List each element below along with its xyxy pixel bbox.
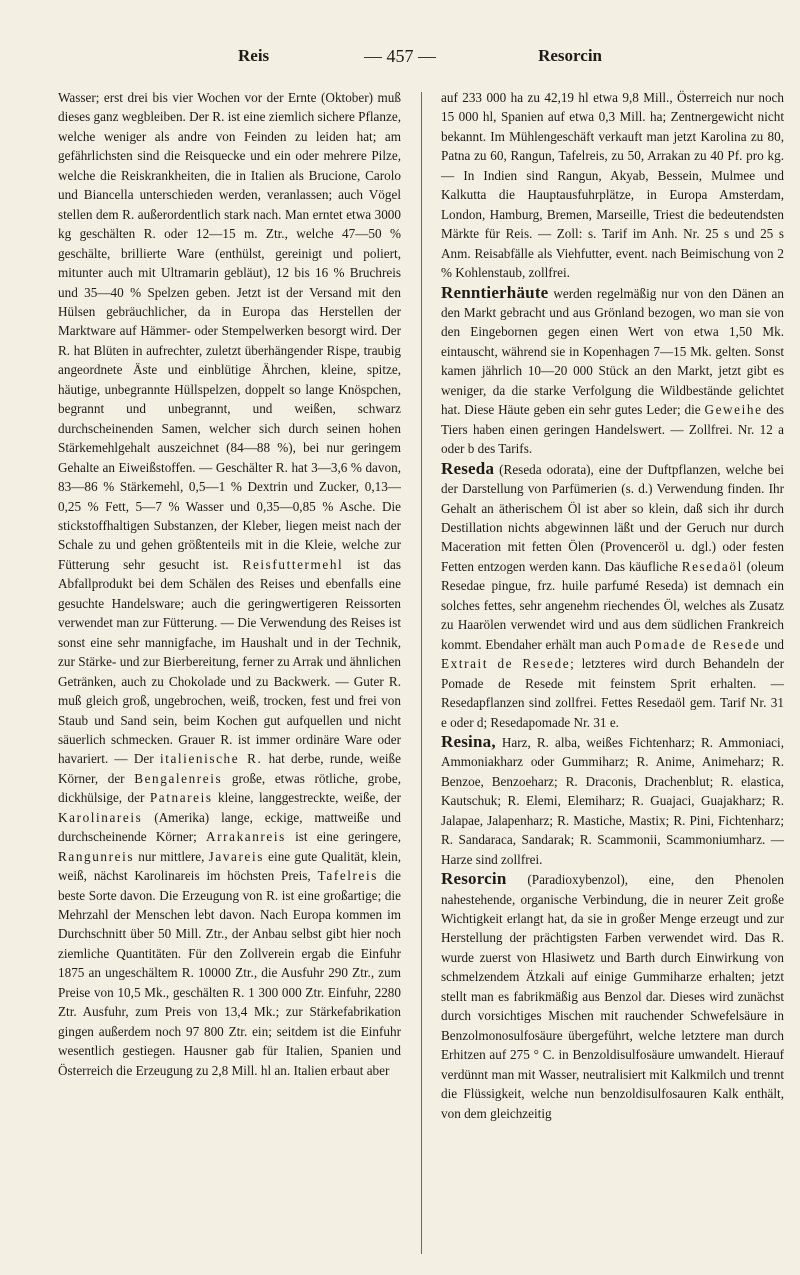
header-right-catchword: Resorcin xyxy=(538,46,602,65)
paragraph-text: des Tiers haben einen geringen Handelswert. — Zollfrei. Nr. 12 a oder b des Tarifs. xyxy=(441,402,784,457)
paragraph-text: kleine, langgestreckte, weiße, der xyxy=(212,790,401,806)
paragraph-text: eine gute Qualität, klein, weiß, nächst Karolinareis im höchsten Preis, xyxy=(58,848,401,884)
term-pomade-de-resede: Pomade de Resede xyxy=(634,636,761,652)
paragraph-text: werden regelmäßig nur von den Dänen an den Markt gebracht und aus Grönland bezogen, wo man sie von den Eingebornen gegen einen Wert von etwa 1,50 Mk. eintauscht, während sie in Kopenhagen 7—15 Mk. gelten. Sonst kamen jährlich 10—20 000 Stück an den Markt, jetzt gibt es weniger, da die starke Verfolgung die Wildbestände gelichtet hat. Diese Häute geben ein sehr gutes Leder; die xyxy=(441,285,784,418)
entry-reis-end xyxy=(441,88,784,283)
header-left-catchword: Reis xyxy=(238,46,270,65)
term-tafelreis: Tafelreis xyxy=(317,868,378,884)
paragraph-text: (oleum Resedae pingue, frz. huile parfumé Reseda) ist demnach ein solches fettes, sehr angenehm riechendes Öl, welches als Zusatz zu Haarölen verwendet wird und aus dem südlichen Frankreich kommt. Ebendaher erhält man auch xyxy=(441,558,784,652)
headword-resina: Resina, xyxy=(441,731,496,751)
paragraph-text: (Reseda odorata), eine der Duftpflanzen, welche bei der Darstellung von Parfümerien (s. d.) Verwendung finden. Ihr Gehalt an ätherischem Öl ist aber so klein, daß sich ihr durch Destillation nichts abgewinnen läßt und der Geruch nur durch Maceration mit fetten Ölen (Provenceröl u. dgl.) oder festen Fetten entzogen werden kann. Das käufliche xyxy=(441,461,784,574)
paragraph-text: hat derbe, runde, weiße Körner, der xyxy=(58,751,401,786)
text-columns xyxy=(58,88,784,1258)
paragraph-text: (Paradioxybenzol), eine, den Phenolen nahestehende, organische Verbindung, die in neurer Zeit große Wichtigkeit erlangt hat, da sie in großer Menge erzeugt und zur Herstellung der prächtigsten Farben verwendet wird. Das R. wurde zuerst von Hlasiwetz und Barth durch Einwirkung von schmelzendem Ätzkali auf einige Gummiharze erhalten; jetzt stellt man es fabrikmäßig aus Benzol dar. Dieses wird zunächst durch vorsichtiges Mischen mit rauchender Schwefelsäure in Benzolmonosulfosäure übergeführt, welche letztere man durch Erhitzen auf 275 ° C. in Benzoldisulfosäure umwandelt. Hierauf verdünnt man mit Wasser, neutralisiert mit Kalkmilch und trennt die Flüssigkeit, welche nun benzoldisulfosauren Kalk enthält, von dem gleichzeitig xyxy=(441,872,784,1121)
right-column xyxy=(441,88,784,1258)
paragraph-text: auf 233 000 ha zu 42,19 hl etwa 9,8 Mill., Österreich nur noch 15 000 hl, Spanien auf etwa 0,3 Mill. ha; Zentnergewicht nicht bekannt. Im Mühlengeschäft verkauft man jetzt Karolina zu 80, Patna zu 60, Rangun, Tafelreis, zu 50, Arrakan zu 40 Pf. pro kg. — In Indien sind Rangun, Akyab, Bessein, Mulmee und Kalkutta die Hauptausfuhrplätze, in Europa Amsterdam, London, Hamburg, Bremen, Marseille, Triest die bedeutendsten Märkte für Reis. — Zoll: s. Tarif im Anh. Nr. 25 s und 25 s Anm. Reisabfälle als Viehfutter, event. nach Beimischung von 2 % Kohlenstaub, zollfrei. xyxy=(441,90,784,281)
paragraph-text: die beste Sorte davon. Die Erzeugung von R. ist eine großartige; die Mehrzahl der Menschen lebt davon. Nach Europa kommen im Durchschnitt über 50 Mill. Ztr., der Anbau selbst gibt hier noch ziemliche Quantitäten. Für den Zollverein ergab die Einfuhr 1875 an ungeschältem R. 10000 Ztr., die Ausfuhr 290 Ztr., zum Preise von 10,5 Mk., geschälten R. 1 300 000 Ztr. Einfuhr, 2280 Ztr. Ausfuhr, zum Preis von 13,4 Mk.; zur Stärkefabrikation gingen außerdem noch 97 800 Ztr. ein; seitdem ist die Einfuhr wesentlich gestiegen. Hausner gab für Italien, Spanien und Österreich die Erzeugung zu 2,8 Mill. hl an. Italien erbaut aber xyxy=(58,868,401,1078)
entry-reis-continued xyxy=(58,88,401,1080)
paragraph-text: ist das Abfallprodukt bei dem Schälen des Reises und ebenfalls eine gesuchte Handelsware; auch die geringwertigeren Reissorten verwendet man zur Fütterung. — Die Verwendung des Reises ist sonst eine sehr mannigfache, im Haushalt und in der Technik, zur Stärke- und zur Bierbereitung, ferner zu Arrak und ähnlichen Getränken, auch zu Chokolade und zu Backwerk. — Guter R. muß gleich groß, ungebrochen, weiß, trocken, fest und frei von Staub und Sand sein, beim Kochen gut aufquellen und nicht säuerlich schmecken. Grauer R. ist immer ordinäre Ware oder havariert. — Der xyxy=(58,556,401,767)
paragraph-text: nur mittlere, xyxy=(134,848,209,864)
page-number: — 457 — xyxy=(364,46,436,66)
column-divider xyxy=(421,92,422,1254)
headword-reseda: Reseda xyxy=(441,458,495,478)
headword-renntierhaeute: Renntierhäute xyxy=(441,282,549,302)
term-patnareis: Patnareis xyxy=(149,790,213,806)
term-rangunreis: Rangunreis xyxy=(58,848,135,864)
paragraph-text: (Amerika) lange, eckige, mattweiße und durchscheinende Körner; xyxy=(58,809,401,845)
left-column xyxy=(58,88,401,1258)
term-geweihe: Geweihe xyxy=(704,402,763,418)
paragraph-text: große, etwas rötliche, grobe, dickhülsige, der xyxy=(58,770,401,806)
paragraph-text: ; letzteres wird durch Behandeln der Pomade de Resede mit feinstem Sprit erhalten. — Resedapflanzen sind zollfrei. Fettes Resedaöl gem. Tarif Nr. 31 e oder d; Resedapomade Nr. 31 e. xyxy=(441,656,784,730)
entry-resorcin xyxy=(441,869,784,1123)
term-resedaoel: Resedaöl xyxy=(681,558,743,574)
entry-reseda xyxy=(441,459,784,732)
term-bengalenreis: Bengalenreis xyxy=(134,770,223,786)
paragraph-text: Harz, R. alba, weißes Fichtenharz; R. Ammoniaci, Ammoniakharz oder Gummiharz; R. Anime, Animeharz; R. Benzoe, Benzoeharz; R. Draconis, Drachenblut; R. elastica, Kautschuk; R. Elemi, Elemiharz; R. Guajaci, Guajakharz; R. Jalapae, Jalapenharz; R. Mastiche, Mastix; R. Pini, Fichtenharz; R. Sandaraca, Sandarak; R. Scammonii, Scammoniumharz. — Harze sind zollfrei. xyxy=(441,734,784,867)
term-javareis: Javareis xyxy=(208,848,264,864)
term-karolinareis: Karolinareis xyxy=(58,809,143,825)
paragraph-text: ist eine geringere, xyxy=(285,829,401,845)
term-reisfuttermehl: Reisfuttermehl xyxy=(242,556,344,572)
entry-resina xyxy=(441,732,784,869)
term-arrakanreis: Arrakanreis xyxy=(206,829,286,845)
term-italienische: italienische R. xyxy=(159,751,263,767)
term-extrait-de-resede: Extrait de Resede xyxy=(441,656,571,672)
paragraph-text: und xyxy=(760,636,784,652)
entry-renntierhaeute xyxy=(441,283,784,459)
running-head xyxy=(58,46,742,72)
paragraph-text: Wasser; erst drei bis vier Wochen vor der Ernte (Oktober) muß dieses ganz wegbleiben. Der R. ist eine ziemlich sichere Pflanze, welche weniger als andre von Feinden zu leiden hat; am gefährlichsten sind die Reisquecke und ein oder mehrere Pilze, welche die Reiskrankheiten, die in Italien als Brucione, Carolo und Biancella unterschieden werden, veranlassen; auch Vögel stellen dem R. außerordentlich stark nach. Man erntet etwa 3000 kg geschälten R. oder 12—15 m. Ztr., welche 47—50 % geschälte, brillierte Ware (enthülst, gereinigt und poliert, mitunter auch mit Ultramarin gebläut), 12 bis 16 % Bruchreis und 35—40 % Spelzen geben. Jetzt ist der Versand mit den Hülsen gebräuchlicher, da in Europa das Herstellen der Marktware auf Hämmer- oder Stempelwerken besorgt wird. Der R. hat Blüten in aufrechter, zuletzt überhängender Rispe, traubig angeordnete Äste und einblütige Ährchen, kleine, spitze, häutige, unbegrannte Hüllspelzen, doppelt so lange Knöspchen, begrannt und unbegrannt, und weißen, schwarz durchscheinenden Samen, welcher sich durch seinen hohen Stärkemehlgehalt auszeichnet (84—88 %), bei nur geringem Gehalte an Eiweißstoffen. — Geschälter R. hat 3—3,6 % davon, 83—86 % Stärkemehl, 0,5—1 % Dextrin und Zucker, 0,13—0,25 % Fett, 5—7 % Wasser und 0,35—0,85 % Asche. Die stickstoffhaltigen Substanzen, der Kleber, liegen meist nach der Schale zu und gehen größtenteils mit in die Kleie, welche zur Fütterung sehr gesucht ist. xyxy=(58,90,401,572)
headword-resorcin: Resorcin xyxy=(441,869,507,889)
